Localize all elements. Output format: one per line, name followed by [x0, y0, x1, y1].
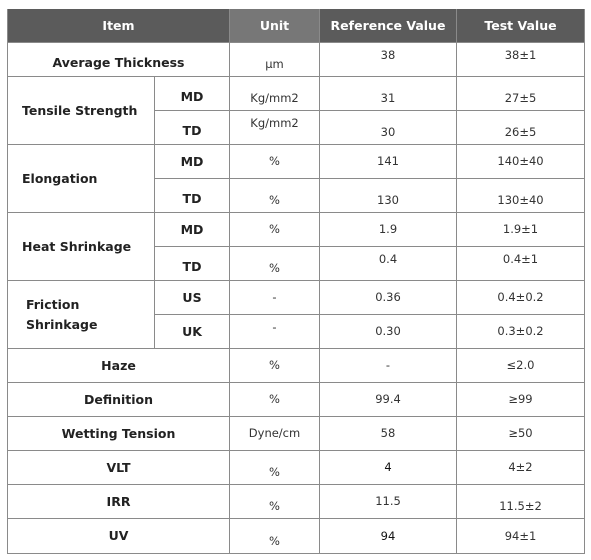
cell-test: ≤2.0 [457, 349, 585, 383]
cell-unit: μm [230, 43, 320, 77]
sub-label-md: MD [155, 145, 230, 179]
cell-test: ≥99 [457, 383, 585, 417]
row-label-irr: IRR [7, 485, 230, 519]
cell-unit: % [230, 451, 320, 485]
cell-reference: 0.36 [320, 281, 457, 315]
cell-unit: Kg/mm2 [230, 111, 320, 145]
cell-test: 140±40 [457, 145, 585, 179]
cell-test: 0.4±0.2 [457, 281, 585, 315]
header-reference-value: Reference Value [320, 9, 457, 43]
row-label-elongation: Elongation [7, 145, 155, 213]
cell-test: 130±40 [457, 179, 585, 213]
row-label-heat-shrinkage: Heat Shrinkage [7, 213, 155, 281]
cell-reference: 99.4 [320, 383, 457, 417]
cell-unit: Kg/mm2 [230, 77, 320, 111]
cell-test: 27±5 [457, 77, 585, 111]
sub-label-td: TD [155, 179, 230, 213]
cell-unit: % [230, 485, 320, 519]
cell-reference: 38 [320, 43, 457, 77]
cell-reference: 94 [320, 519, 457, 554]
cell-unit: % [230, 247, 320, 281]
sub-label-us: US [155, 281, 230, 315]
sub-label-md: MD [155, 77, 230, 111]
cell-unit: % [230, 179, 320, 213]
cell-reference: 0.4 [320, 247, 457, 281]
row-label-tensile-strength: Tensile Strength [7, 77, 155, 145]
header-item: Item [7, 9, 230, 43]
row-label-haze: Haze [7, 349, 230, 383]
header-unit: Unit [230, 9, 320, 43]
cell-test: 94±1 [457, 519, 585, 554]
cell-reference: 11.5 [320, 485, 457, 519]
friction-label-line2: Shrinkage [26, 316, 98, 332]
cell-reference: 58 [320, 417, 457, 451]
sub-label-uk: UK [155, 315, 230, 349]
row-label-vlt: VLT [7, 451, 230, 485]
row-label-definition: Definition [7, 383, 230, 417]
cell-unit: Dyne/cm [230, 417, 320, 451]
cell-test: 11.5±2 [457, 485, 585, 519]
cell-reference: - [320, 349, 457, 383]
row-label-friction-shrinkage [7, 281, 155, 349]
cell-test: 38±1 [457, 43, 585, 77]
friction-label-line1: Friction [26, 296, 80, 312]
cell-unit: - [230, 315, 320, 349]
spec-table [7, 9, 585, 554]
cell-test: ≥50 [457, 417, 585, 451]
row-label-wetting-tension: Wetting Tension [7, 417, 230, 451]
cell-unit: % [230, 383, 320, 417]
cell-unit: - [230, 281, 320, 315]
sub-label-td: TD [155, 111, 230, 145]
cell-unit: % [230, 349, 320, 383]
cell-test: 4±2 [457, 451, 585, 485]
row-label-average-thickness: Average Thickness [7, 43, 230, 77]
cell-reference: 4 [320, 451, 457, 485]
cell-unit: % [230, 213, 320, 247]
cell-reference: 30 [320, 111, 457, 145]
sub-label-md: MD [155, 213, 230, 247]
cell-reference: 130 [320, 179, 457, 213]
cell-test: 26±5 [457, 111, 585, 145]
cell-reference: 141 [320, 145, 457, 179]
cell-test: 0.3±0.2 [457, 315, 585, 349]
sub-label-td: TD [155, 247, 230, 281]
cell-test: 0.4±1 [457, 247, 585, 281]
cell-reference: 1.9 [320, 213, 457, 247]
cell-unit: % [230, 519, 320, 554]
row-label-uv: UV [7, 519, 230, 554]
cell-unit: % [230, 145, 320, 179]
cell-test: 1.9±1 [457, 213, 585, 247]
cell-reference: 0.30 [320, 315, 457, 349]
header-test-value: Test Value [457, 9, 585, 43]
cell-reference: 31 [320, 77, 457, 111]
